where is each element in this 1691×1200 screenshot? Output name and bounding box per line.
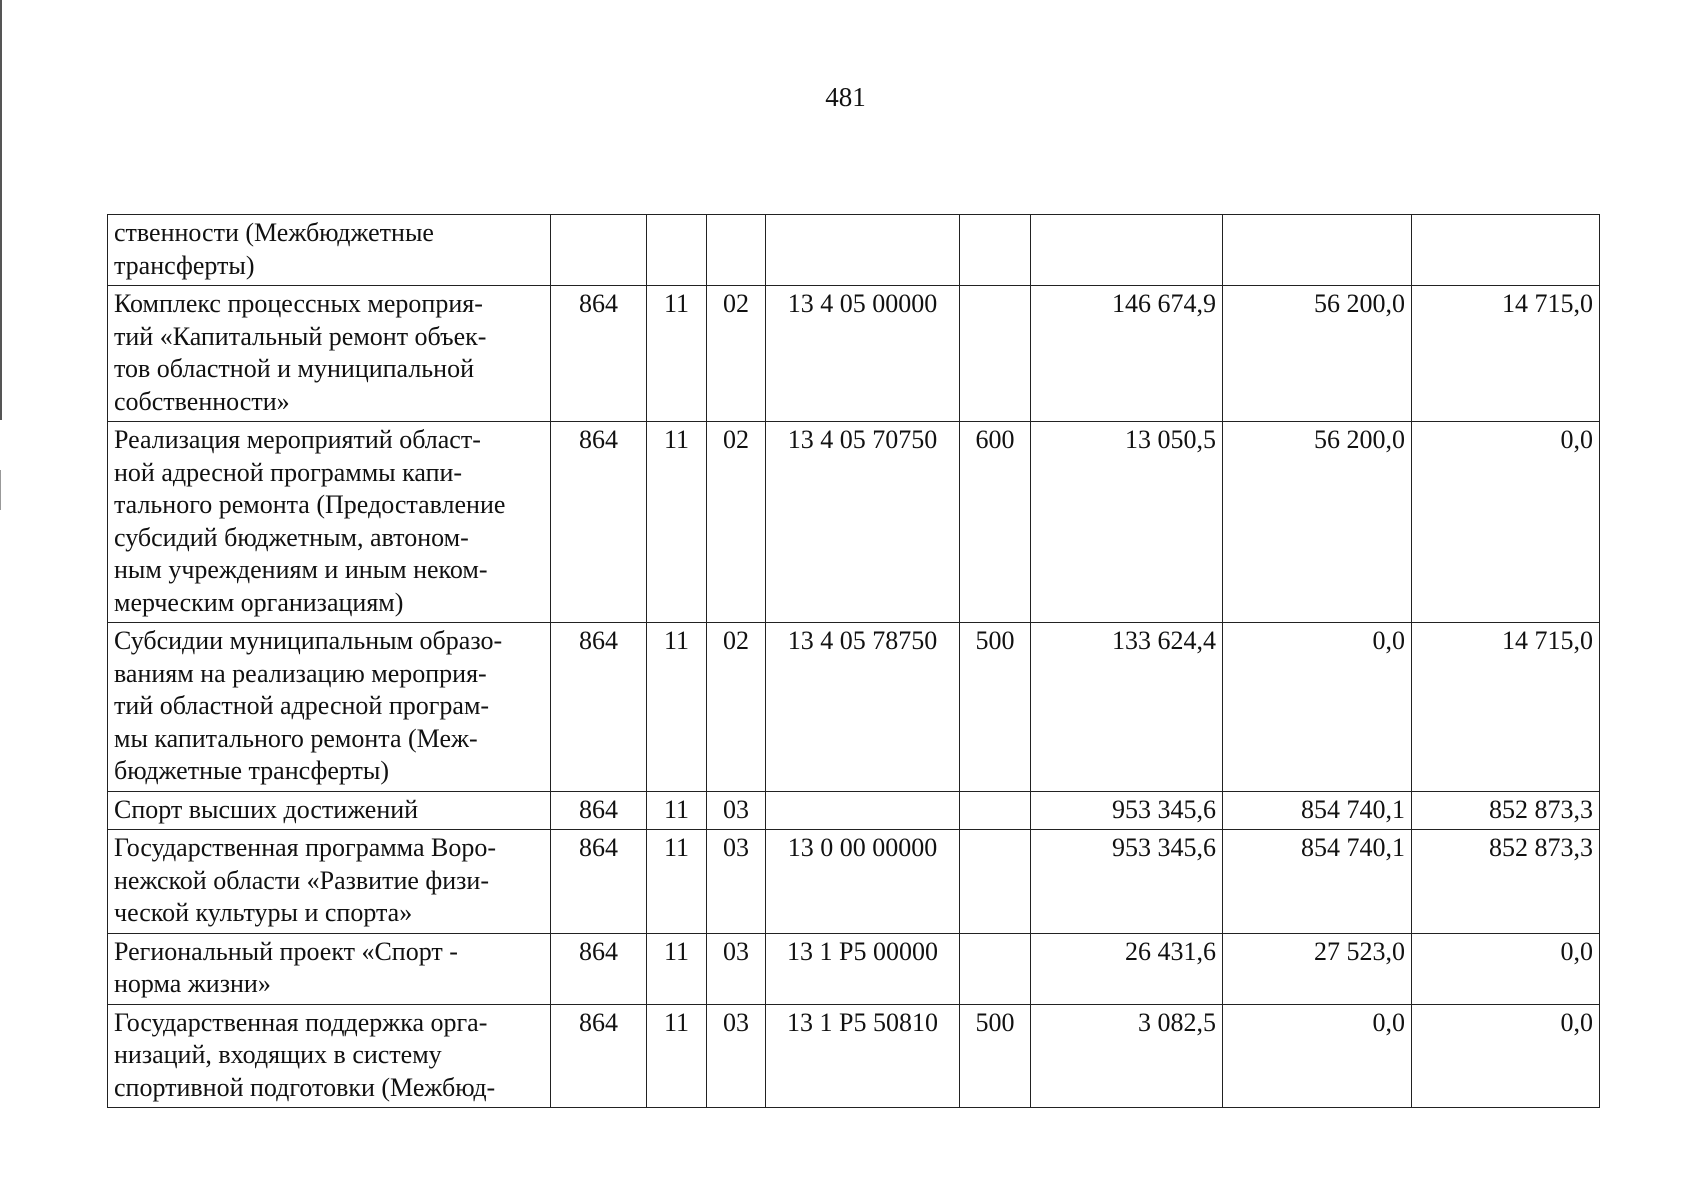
page-number: 481 xyxy=(825,82,866,112)
scan-edge-mark xyxy=(0,470,1,510)
rz-cell: 11 xyxy=(647,1004,707,1108)
vr-cell xyxy=(960,933,1031,1004)
vr-cell xyxy=(960,215,1031,286)
table-row xyxy=(108,215,1600,286)
table-row xyxy=(108,286,1600,422)
year3-amount xyxy=(1412,215,1600,286)
row-name: Региональный проект «Спорт - норма жизни» xyxy=(108,933,551,1004)
year1-amount: 3 082,5 xyxy=(1031,1004,1223,1108)
grbs-cell: 864 xyxy=(551,1004,647,1108)
pr-cell: 03 xyxy=(707,791,766,830)
grbs-cell: 864 xyxy=(551,286,647,422)
year3-amount: 0,0 xyxy=(1412,933,1600,1004)
year2-amount: 0,0 xyxy=(1223,623,1412,792)
year3-amount: 14 715,0 xyxy=(1412,286,1600,422)
pr-cell: 02 xyxy=(707,286,766,422)
year1-amount: 953 345,6 xyxy=(1031,830,1223,934)
year1-amount: 953 345,6 xyxy=(1031,791,1223,830)
csr-cell xyxy=(766,215,960,286)
vr-cell xyxy=(960,830,1031,934)
table-row xyxy=(108,1004,1600,1108)
rz-cell xyxy=(647,215,707,286)
csr-cell: 13 4 05 78750 xyxy=(766,623,960,792)
budget-table xyxy=(107,214,1600,1108)
table-row xyxy=(108,933,1600,1004)
table-row xyxy=(108,791,1600,830)
csr-cell: 13 1 Р5 50810 xyxy=(766,1004,960,1108)
grbs-cell xyxy=(551,215,647,286)
row-name: Комплекс процессных мероприя- тий «Капитальный ремонт объек- тов областной и муниципальной собственности» xyxy=(108,286,551,422)
row-name: Государственная поддержка орга- низаций, входящих в систему спортивной подготовки (Межбюд- xyxy=(108,1004,551,1108)
pr-cell xyxy=(707,215,766,286)
table-row xyxy=(108,623,1600,792)
rz-cell: 11 xyxy=(647,422,707,623)
row-name: Государственная программа Воро- нежской области «Развитие физи- ческой культуры и спорта» xyxy=(108,830,551,934)
csr-cell xyxy=(766,791,960,830)
year2-amount xyxy=(1223,215,1412,286)
pr-cell: 02 xyxy=(707,623,766,792)
csr-cell: 13 0 00 00000 xyxy=(766,830,960,934)
grbs-cell: 864 xyxy=(551,623,647,792)
year1-amount: 146 674,9 xyxy=(1031,286,1223,422)
year2-amount: 56 200,0 xyxy=(1223,286,1412,422)
grbs-cell: 864 xyxy=(551,830,647,934)
rz-cell: 11 xyxy=(647,830,707,934)
rz-cell: 11 xyxy=(647,791,707,830)
row-name: Субсидии муниципальным образо- ваниям на реализацию мероприя- тий областной адресной програм- мы капитального ремонта (Меж- бюджетные трансферты) xyxy=(108,623,551,792)
scan-edge-mark xyxy=(0,0,2,420)
row-name: Спорт высших достижений xyxy=(108,791,551,830)
year3-amount: 0,0 xyxy=(1412,1004,1600,1108)
year1-amount xyxy=(1031,215,1223,286)
pr-cell: 03 xyxy=(707,1004,766,1108)
vr-cell xyxy=(960,286,1031,422)
grbs-cell: 864 xyxy=(551,791,647,830)
csr-cell: 13 1 Р5 00000 xyxy=(766,933,960,1004)
vr-cell: 600 xyxy=(960,422,1031,623)
pr-cell: 03 xyxy=(707,830,766,934)
vr-cell: 500 xyxy=(960,1004,1031,1108)
year2-amount: 27 523,0 xyxy=(1223,933,1412,1004)
year1-amount: 13 050,5 xyxy=(1031,422,1223,623)
row-name: Реализация мероприятий област- ной адресной программы капи- тального ремонта (Предоставление субсидий бюджетным, автоном- ным учреждениям и иным неком- мерческим организациям) xyxy=(108,422,551,623)
year2-amount: 854 740,1 xyxy=(1223,791,1412,830)
rz-cell: 11 xyxy=(647,623,707,792)
year3-amount: 14 715,0 xyxy=(1412,623,1600,792)
table-row xyxy=(108,830,1600,934)
pr-cell: 03 xyxy=(707,933,766,1004)
vr-cell xyxy=(960,791,1031,830)
pr-cell: 02 xyxy=(707,422,766,623)
year2-amount: 0,0 xyxy=(1223,1004,1412,1108)
table-row xyxy=(108,422,1600,623)
vr-cell: 500 xyxy=(960,623,1031,792)
rz-cell: 11 xyxy=(647,933,707,1004)
year3-amount: 852 873,3 xyxy=(1412,830,1600,934)
year1-amount: 133 624,4 xyxy=(1031,623,1223,792)
year1-amount: 26 431,6 xyxy=(1031,933,1223,1004)
csr-cell: 13 4 05 00000 xyxy=(766,286,960,422)
year2-amount: 56 200,0 xyxy=(1223,422,1412,623)
grbs-cell: 864 xyxy=(551,422,647,623)
year3-amount: 852 873,3 xyxy=(1412,791,1600,830)
rz-cell: 11 xyxy=(647,286,707,422)
csr-cell: 13 4 05 70750 xyxy=(766,422,960,623)
row-name: ственности (Межбюджетные трансферты) xyxy=(108,215,551,286)
grbs-cell: 864 xyxy=(551,933,647,1004)
year3-amount: 0,0 xyxy=(1412,422,1600,623)
year2-amount: 854 740,1 xyxy=(1223,830,1412,934)
